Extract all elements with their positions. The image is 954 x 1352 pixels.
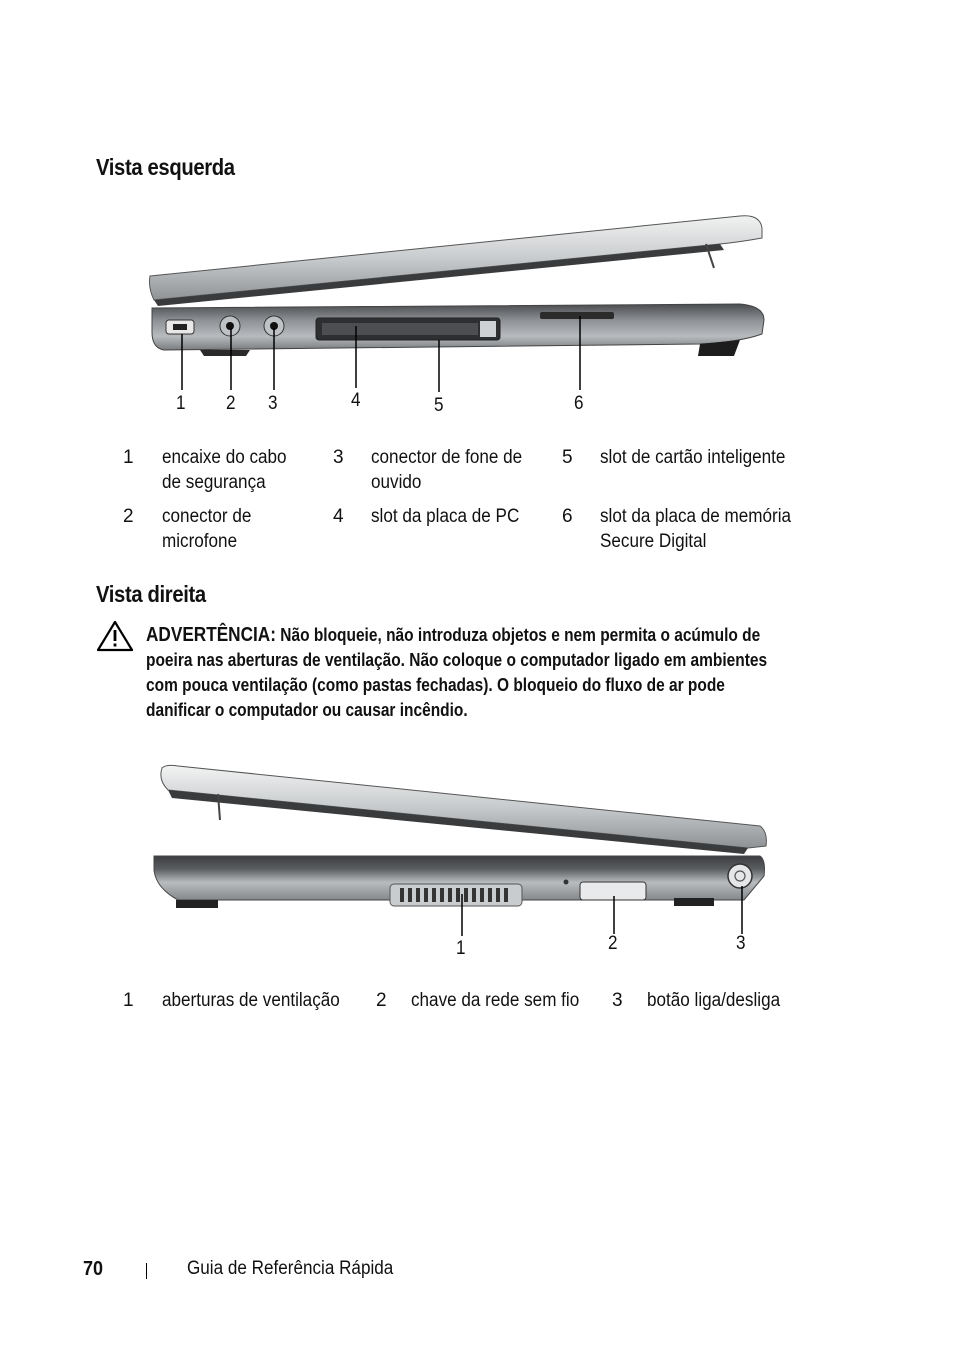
legend-number: 3 <box>612 990 623 1011</box>
legend-number: 2 <box>376 990 387 1011</box>
legend-text: slot da placa de PC <box>371 506 520 527</box>
legend-number: 2 <box>123 506 134 527</box>
callout-label: 2 <box>608 933 618 954</box>
warning-block <box>146 623 834 723</box>
warning-label: ADVERTÊNCIA: <box>146 624 276 646</box>
warning-line: poeira nas aberturas de ventilação. Não coloque o computador ligado em ambientes <box>146 650 768 670</box>
callout-label: 1 <box>456 938 466 959</box>
legend-number: 6 <box>562 506 573 527</box>
legend-text: conector de fone de ouvido <box>371 447 523 493</box>
legend-number: 4 <box>333 506 344 527</box>
legend-number: 1 <box>123 447 134 468</box>
callout-lines-right <box>0 880 954 960</box>
page-number: 70 <box>83 1258 104 1280</box>
footer-doc-title: Guia de Referência Rápida <box>187 1258 394 1279</box>
callout-label: 3 <box>736 933 746 954</box>
callout-label: 2 <box>226 393 236 414</box>
legend-number: 1 <box>123 990 134 1011</box>
callout-lines-left <box>0 0 954 420</box>
legend-text: conector de microfone <box>162 506 252 552</box>
legend-text: encaixe do cabo de segurança <box>162 447 287 493</box>
section-title-right-view: Vista direita <box>96 581 206 607</box>
legend-number: 3 <box>333 447 344 468</box>
footer-separator <box>146 1263 147 1279</box>
legend-text: slot de cartão inteligente <box>600 447 786 468</box>
warning-first-line: Não bloqueie, não introduza objetos e nem permita o acúmulo de <box>280 625 761 645</box>
legend-text: botão liga/desliga <box>647 990 781 1011</box>
legend-text: aberturas de ventilação <box>162 990 340 1011</box>
callout-label: 4 <box>351 390 361 411</box>
legend-text: chave da rede sem fio <box>411 990 580 1011</box>
legend-text: slot da placa de memória Secure Digital <box>600 506 792 552</box>
section-title-left-view: Vista esquerda <box>96 154 235 180</box>
legend-number: 5 <box>562 447 573 468</box>
callout-label: 5 <box>434 395 444 416</box>
callout-label: 6 <box>574 393 584 414</box>
callout-label: 1 <box>176 393 186 414</box>
warning-line: danificar o computador ou causar incêndio. <box>146 700 468 720</box>
callout-label: 3 <box>268 393 278 414</box>
warning-triangle-icon <box>96 620 134 652</box>
warning-line: com pouca ventilação (como pastas fechadas). O bloqueio do fluxo de ar pode <box>146 675 725 695</box>
